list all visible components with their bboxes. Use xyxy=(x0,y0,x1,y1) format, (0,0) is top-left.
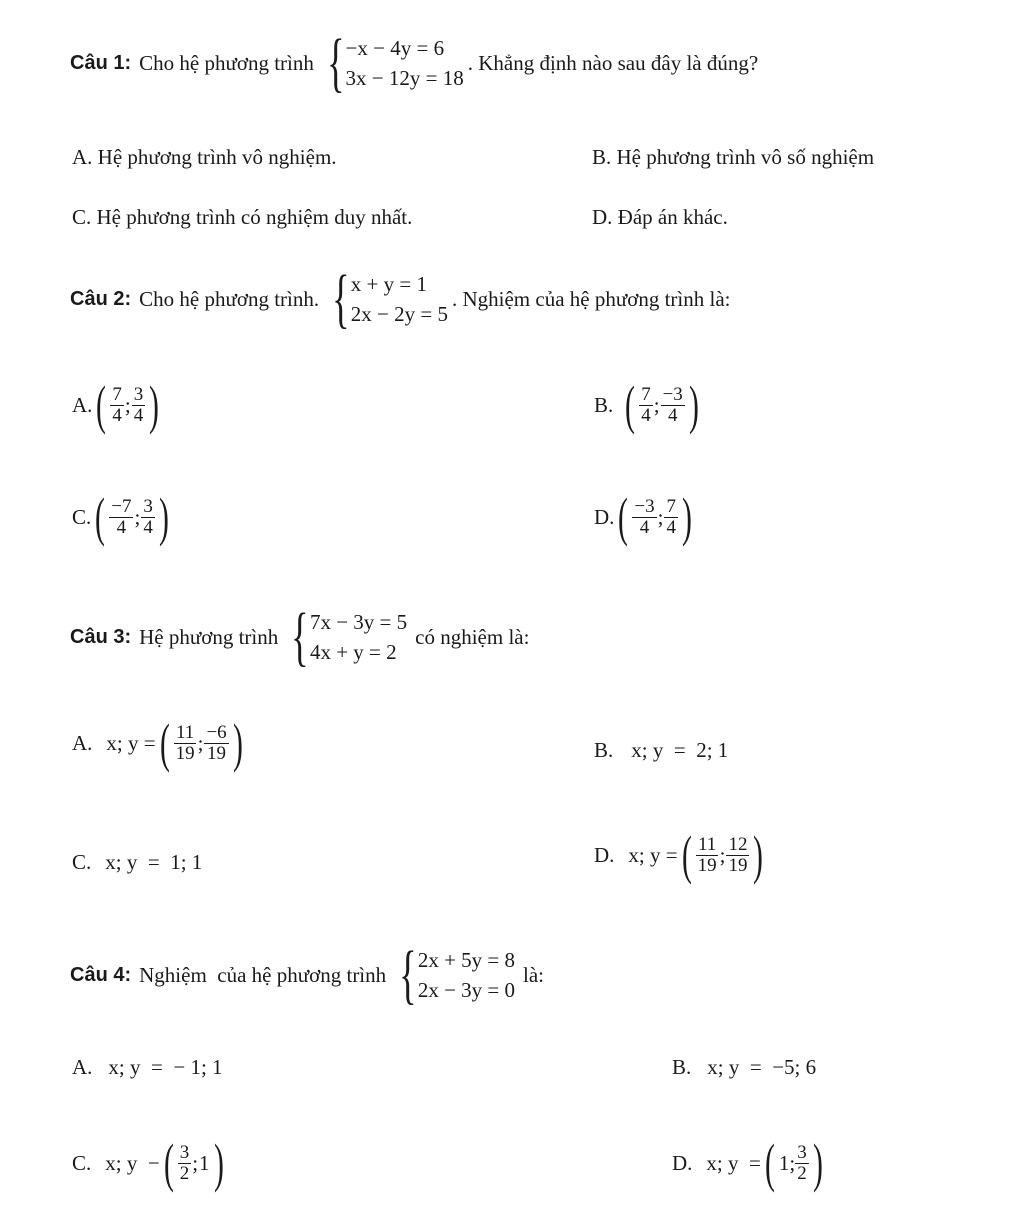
answer-letter: A. xyxy=(72,730,93,755)
question-label: Câu 2: xyxy=(70,287,132,310)
answer-b: B. Hệ phương trình vô số nghiệm xyxy=(592,145,875,169)
question-label: Câu 4: xyxy=(70,963,132,986)
question-text: . Khẳng định nào sau đây là đúng? xyxy=(467,50,759,75)
answer-a: A. x; y = ( $\frac{11}{19}$ ; $\frac{-6}{19}$ ) xyxy=(72,713,243,773)
equation-1: −x − 4y = 6 xyxy=(345,35,445,60)
answer-head: 1; xyxy=(778,1150,796,1175)
answer-letter: C. xyxy=(72,504,92,529)
equation-2: 2x − 3y = 0 xyxy=(417,978,516,1002)
fraction: $\frac{11}{19}$ xyxy=(697,833,717,876)
answer-letter: C. xyxy=(72,1150,92,1175)
question-4 xyxy=(70,938,545,1011)
answer-a: A. Hệ phương trình vô nghiệm. xyxy=(72,145,337,169)
question-2 xyxy=(70,262,731,335)
question-intro: Cho hệ phương trình xyxy=(139,50,314,75)
fraction: $\frac{-7}{4}$ xyxy=(111,495,132,538)
question-label: Câu 1: xyxy=(70,51,132,74)
fraction: $\frac{3}{2}$ xyxy=(797,1141,807,1184)
answer-b xyxy=(672,1055,816,1080)
question-label: Câu 3: xyxy=(70,625,132,648)
answer-letter: D. xyxy=(672,1150,693,1175)
fraction: $\frac{12}{19}$ xyxy=(728,833,748,876)
equation-system: { x + y = 1 2x − 2y = 5 xyxy=(332,262,448,335)
answer-text: x; y = 1; 1 xyxy=(105,850,203,874)
question-intro: Nghiệm của hệ phương trình xyxy=(139,962,387,987)
fraction: $\frac{7}{4}$ xyxy=(641,383,651,426)
equation-system: { −x − 4y = 6 3x − 12y = 18 xyxy=(326,26,464,99)
answer-c: C. ( $\frac{-7}{4}$ ; $\frac{3}{4}$ ) xyxy=(72,487,169,547)
fraction: $\frac{11}{19}$ xyxy=(175,721,195,764)
answer-letter: B. xyxy=(594,738,614,762)
equation-2: 3x − 12y = 18 xyxy=(345,66,464,90)
fraction: $\frac{-3}{4}$ xyxy=(662,383,683,426)
answer-a xyxy=(72,1055,223,1080)
fraction: $\frac{-6}{19}$ xyxy=(206,721,227,764)
answer-letter: A. xyxy=(72,392,93,417)
answer-text: x; y = −5; 6 xyxy=(707,1055,817,1079)
fraction: $\frac{7}{4}$ xyxy=(112,383,122,426)
answer-d: D. ( $\frac{-3}{4}$ ; $\frac{7}{4}$ ) xyxy=(594,487,692,547)
answer-letter: C. xyxy=(72,850,92,874)
question-text: có nghiệm là: xyxy=(415,624,530,649)
fraction: $\frac{3}{4}$ xyxy=(143,495,153,538)
answer-a: A. ( $\frac{7}{4}$ ; $\frac{3}{4}$ ) xyxy=(72,375,160,435)
answer-lhs: x; y − xyxy=(105,1150,160,1175)
answer-b: B. ( $\frac{7}{4}$ ; $\frac{-3}{4}$ ) xyxy=(594,375,699,435)
question-intro: Hệ phương trình xyxy=(139,624,279,649)
fraction: $\frac{3}{2}$ xyxy=(179,1141,190,1184)
answer-letter: D. xyxy=(594,842,615,867)
fraction: $\frac{-3}{4}$ xyxy=(634,495,655,538)
answer-lhs: x; y = xyxy=(706,1150,761,1175)
answer-c xyxy=(72,850,202,875)
fraction: $\frac{7}{4}$ xyxy=(666,495,676,538)
answer-d: D. x; y = ( 1; $\frac{3}{2}$ ) xyxy=(672,1133,823,1193)
equation-2: 4x + y = 2 xyxy=(309,640,397,664)
equation-system: { 2x + 5y = 8 2x − 3y = 0 xyxy=(399,938,516,1011)
answer-text: x; y = 2; 1 xyxy=(631,738,729,762)
question-3 xyxy=(70,600,530,673)
fraction: $\frac{3}{4}$ xyxy=(133,383,144,426)
answer-c: C. x; y − ( $\frac{3}{2}$ ; 1 ) xyxy=(72,1133,224,1193)
equation-1: 2x + 5y = 8 xyxy=(417,947,516,972)
question-text: là: xyxy=(523,962,545,987)
answer-lhs: x; y = xyxy=(106,730,156,755)
equation-1: x + y = 1 xyxy=(350,271,427,296)
equation-2: 2x − 2y = 5 xyxy=(350,302,448,326)
answer-letter: D. xyxy=(594,504,615,529)
question-intro: Cho hệ phương trình. xyxy=(139,286,320,311)
answer-letter: A. xyxy=(72,1055,93,1079)
equation-system: { 7x − 3y = 5 4x + y = 2 xyxy=(291,600,408,673)
answer-letter: B. xyxy=(672,1055,692,1079)
answer-lhs: x; y = xyxy=(628,842,678,867)
answer-letter: B. xyxy=(594,392,614,417)
question-text: . Nghiệm của hệ phương trình là: xyxy=(451,286,731,311)
answer-d: D. x; y = ( $\frac{11}{19}$ ; $\frac{12}{19}$ ) xyxy=(594,825,764,885)
answer-tail: 1 xyxy=(199,1150,210,1175)
answer-b xyxy=(594,738,728,763)
question-1 xyxy=(70,26,759,99)
equation-1: 7x − 3y = 5 xyxy=(309,609,408,634)
answer-text: x; y = − 1; 1 xyxy=(108,1055,223,1079)
answer-d: D. Đáp án khác. xyxy=(592,205,728,229)
answer-c: C. Hệ phương trình có nghiệm duy nhất. xyxy=(72,205,413,229)
